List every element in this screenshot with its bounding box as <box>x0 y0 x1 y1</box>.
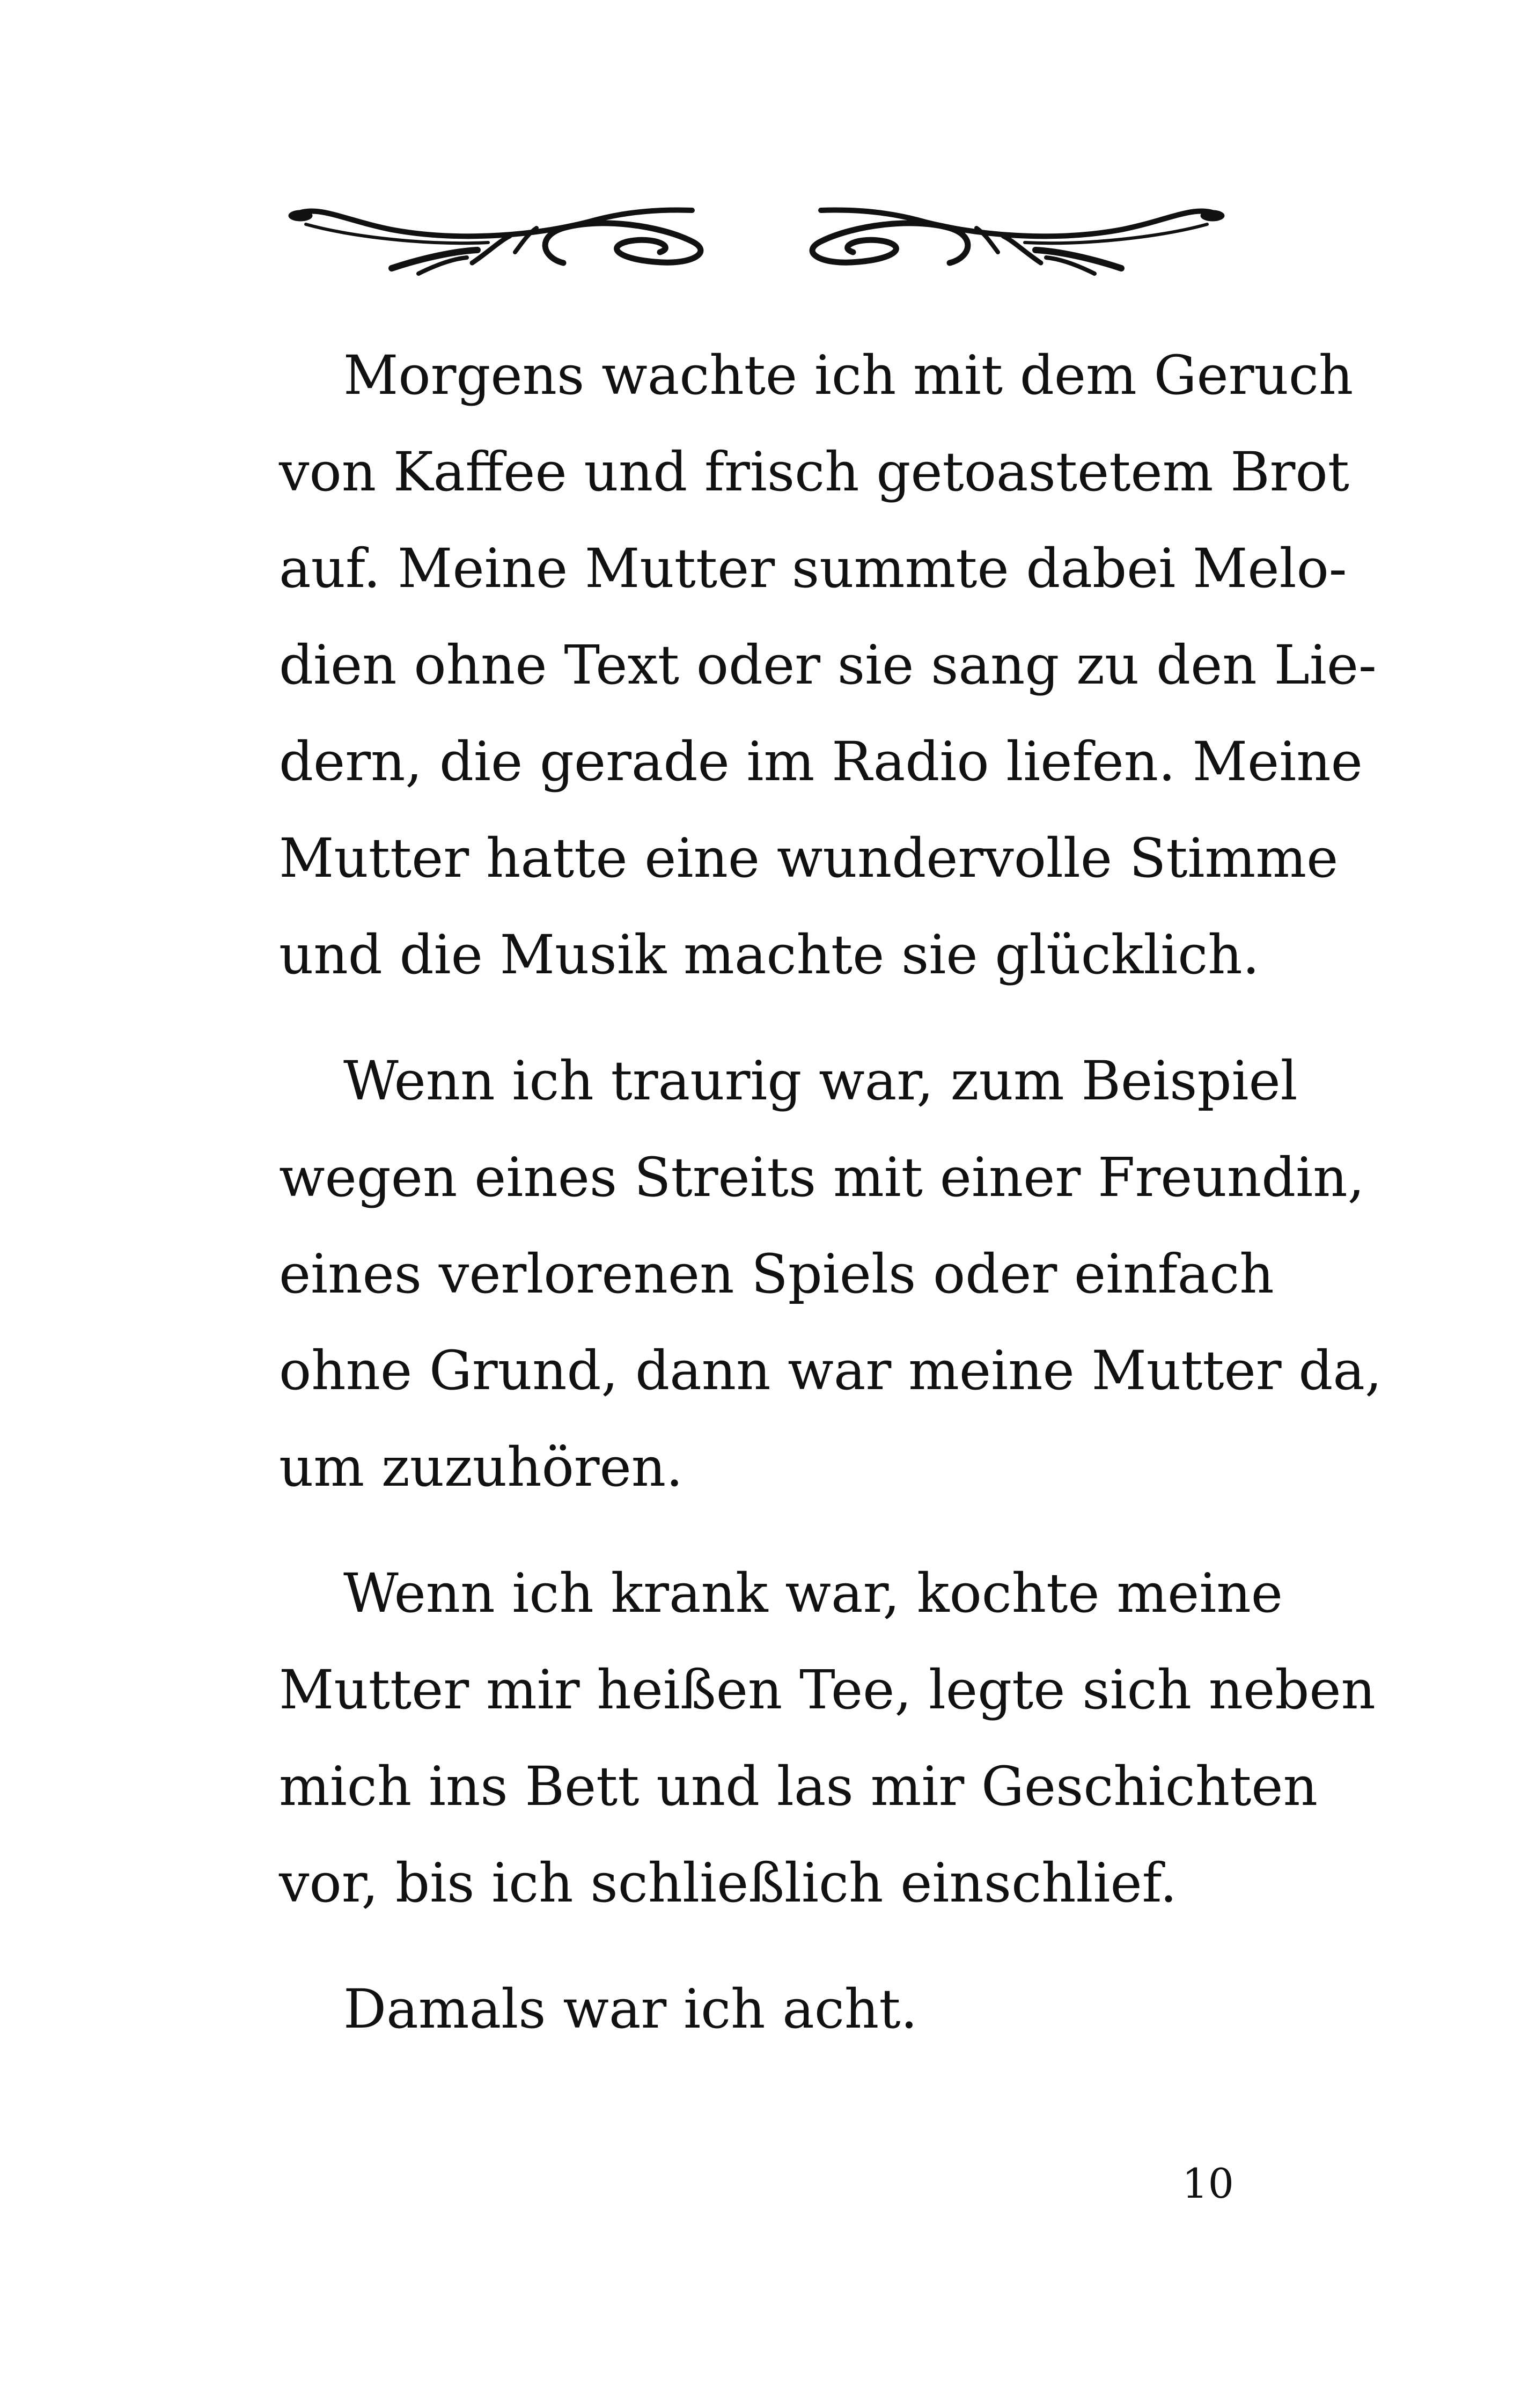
text-line: auf. Meine Mutter summte dabei Melo- <box>279 537 1347 600</box>
text-line: Damals war ich acht. <box>343 1978 918 2040</box>
text-line: mich ins Bett und las mir Geschichten <box>279 1755 1318 1818</box>
paragraph <box>279 327 1377 1003</box>
page-number: 10 <box>1182 2160 1234 2207</box>
text-line: ohne Grund, dann war meine Mutter da, <box>279 1339 1382 1402</box>
text-line: von Kaffee und frisch getoastetem Brot <box>279 441 1349 503</box>
text-line: eines verlorenen Spiels oder einfach <box>279 1243 1274 1305</box>
text-line: dern, die gerade im Radio liefen. Meine <box>279 730 1363 793</box>
text-line: Mutter mir heißen Tee, legte sich neben <box>279 1658 1376 1721</box>
text-line: Wenn ich traurig war, zum Beispiel <box>343 1049 1298 1112</box>
text-line: wegen eines Streits mit einer Freundin, <box>279 1146 1365 1209</box>
text-line: Wenn ich krank war, kochte meine <box>343 1562 1283 1625</box>
text-line: und die Musik machte sie glücklich. <box>279 923 1260 986</box>
flourish-divider-icon <box>284 199 1229 284</box>
paragraph <box>279 1033 1382 1516</box>
body-text <box>279 327 1382 2058</box>
text-line: Mutter hatte eine wundervolle Stimme <box>279 827 1339 890</box>
text-line: vor, bis ich schließlich einschlief. <box>279 1852 1177 1914</box>
paragraph <box>279 1961 1234 2058</box>
text-line: dien ohne Text oder sie sang zu den Lie- <box>279 634 1377 696</box>
text-line: um zuzuhören. <box>279 1436 683 1499</box>
paragraph <box>279 1545 1376 1932</box>
text-line: Morgens wachte ich mit dem Geruch <box>343 344 1354 407</box>
